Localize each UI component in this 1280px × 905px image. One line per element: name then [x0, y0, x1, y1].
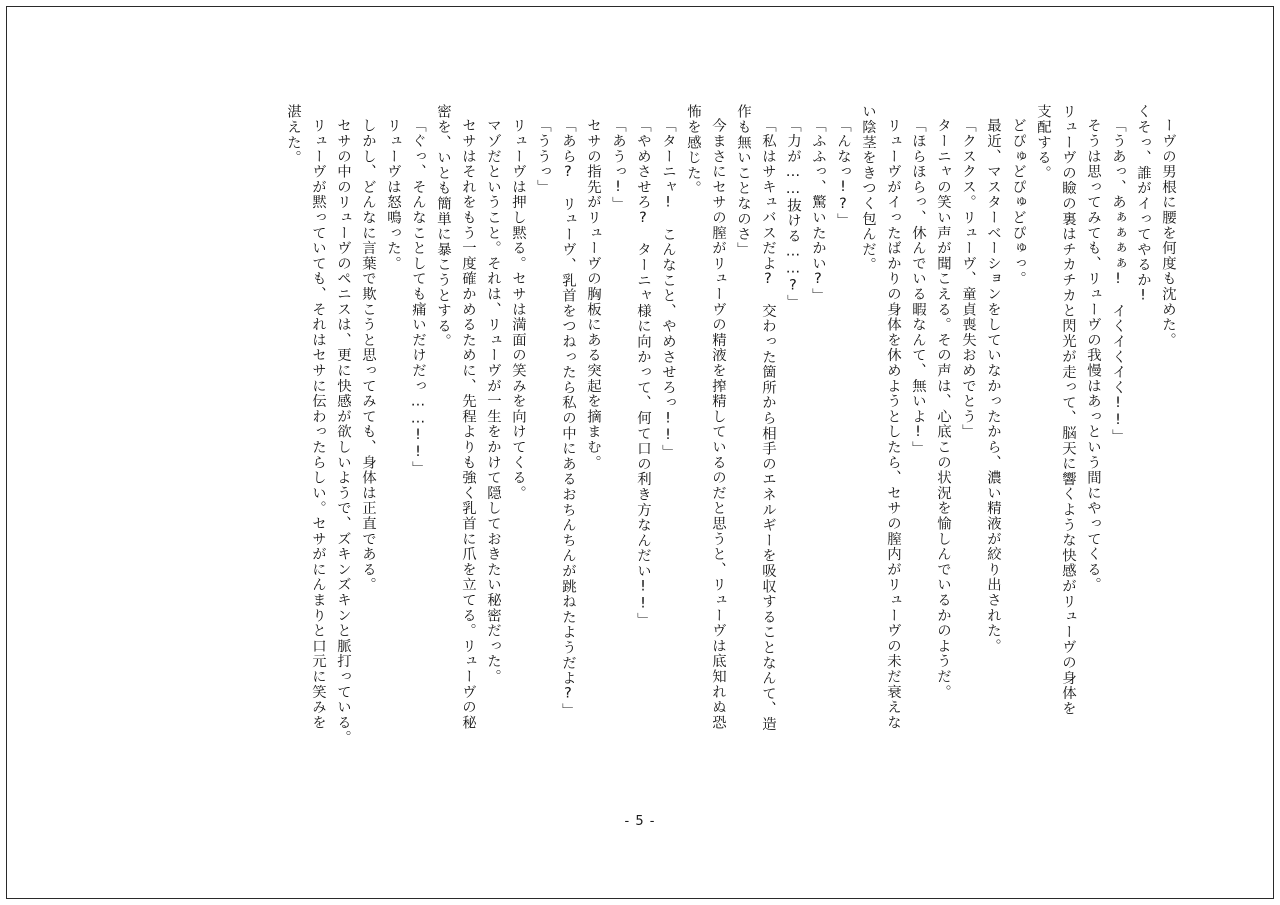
text-column: リューヴは怒鳴った。 [385, 118, 401, 271]
text-column: ターニャの笑い声が聞こえる。その声は、心底この状況を愉しんでいるかのようだ。 [935, 118, 951, 700]
text-column: リューヴは押し黙る。セサは満面の笑みを向けてくる。 [510, 118, 526, 501]
text-column: 「ふふっ、驚いたかい?」 [810, 118, 826, 304]
text-column: どぴゅどぴゅどぴゅっ。 [1010, 118, 1026, 287]
text-column: 「やめさせろ? ターニャ様に向かって、何て口の利き方なんだい!!」 [635, 118, 651, 628]
page-number: - 5 - [624, 814, 656, 829]
text-column: 「あうっ!」 [610, 118, 626, 212]
vertical-text-body [140, 104, 1175, 804]
text-column: しかし、どんなに言葉で欺こうと思ってみても、身体は正直である。 [360, 118, 376, 593]
text-column: 「んなっ!?」 [835, 118, 851, 229]
text-column: 湛えた。 [285, 104, 301, 166]
text-column: リューヴの瞼の裏はチカチカと閃光が走って、脳天に響くような快感がリューヴの身体を [1060, 104, 1076, 716]
text-column: 作も無いことなのさ」 [735, 104, 751, 257]
text-column: 「うあっ、あぁぁぁぁ! イくイくイく!!」 [1110, 118, 1126, 445]
text-column: そうは思ってみても、リューヴの我慢はあっという間にやってくる。 [1085, 118, 1101, 593]
text-column: セサの中のリューヴのペニスは、更に快感が欲しいようで、ズキンズキンと脈打っている。 [335, 118, 351, 746]
text-column: い陰茎をきつく包んだ。 [860, 104, 876, 273]
text-column: 「力が……抜ける……?」 [785, 118, 801, 310]
text-column: 今まさにセサの膣がリューヴの精液を搾精しているのだと思うと、リューヴは底知れぬ恐 [710, 118, 726, 730]
text-column: 「クスクス。リューヴ、童貞喪失おめでとう」 [960, 118, 976, 440]
text-column: 最近、マスターベーションをしていなかったから、濃い精液が絞り出された。 [985, 118, 1001, 654]
text-column: くそっ、誰がイってやるか! [1135, 104, 1151, 305]
text-column: 「ぐっ、そんなことしても痛いだけだっ……!!」 [410, 118, 426, 477]
text-column: マゾだということ。それは、リューヴが一生をかけて隠しておきたい秘密だった。 [485, 118, 501, 685]
text-column: 「ほらほらっ、休んでいる暇なんて、無いよ!」 [910, 118, 926, 457]
text-column: 「あら? リューヴ、乳首をつねったら私の中にあるおちんちんが跳ねたようだよ?」 [560, 118, 576, 718]
text-column: リューヴがイったばかりの身体を休めようとしたら、セサの膣内がリューヴの未だ衰えな [885, 118, 901, 730]
text-column: ーヴの男根に腰を何度も沈めた。 [1160, 118, 1176, 348]
text-column: 「私はサキュバスだよ? 交わった箇所から相手のエネルギーを吸収することなんて、造 [760, 118, 776, 732]
text-column: 怖を感じた。 [685, 104, 701, 196]
text-column: リューヴが黙っていても、それはセサに伝わったらしい。セサがにんまりと口元に笑みを [310, 118, 326, 730]
text-column: 「ううっ」 [535, 118, 551, 195]
text-column: 支配する。 [1035, 104, 1051, 181]
text-column: 「ターニャ! こんなこと、やめさせろっ!!」 [660, 118, 676, 460]
text-column: セサの指先がリューヴの胸板にある突起を摘まむ。 [585, 118, 601, 470]
text-column: セサはそれをもう一度確かめるために、先程よりも強く乳首に爪を立てる。リューヴの秘 [460, 118, 476, 730]
text-column: 密を、いとも簡単に暴こうとする。 [435, 104, 451, 349]
